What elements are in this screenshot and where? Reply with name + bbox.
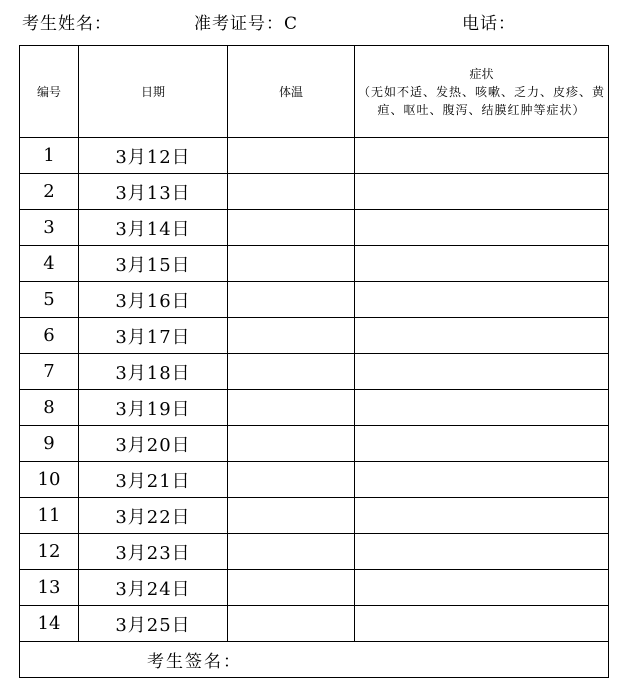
symptoms-cell[interactable] — [355, 570, 609, 606]
signature-label: 考生签名： — [147, 652, 242, 672]
table-row — [20, 174, 609, 210]
symptoms-cell[interactable] — [355, 354, 609, 390]
row-number: 9 — [20, 426, 79, 462]
row-number: 11 — [20, 498, 79, 534]
symptoms-note: （无如不适、发热、咳嗽、乏力、皮疹、黄疸、呕吐、腹泻、结膜红肿等症状） — [357, 84, 605, 117]
table-row — [20, 138, 609, 174]
table-row — [20, 210, 609, 246]
table-row — [20, 606, 609, 642]
symptoms-cell[interactable] — [355, 426, 609, 462]
candidate-name-label: 考生姓名： — [22, 14, 112, 34]
row-number: 6 — [20, 318, 79, 354]
temperature-cell[interactable] — [228, 570, 355, 606]
table-row — [20, 498, 609, 534]
table-row — [20, 390, 609, 426]
symptoms-cell[interactable] — [355, 462, 609, 498]
row-number: 12 — [20, 534, 79, 570]
table-row — [20, 246, 609, 282]
temperature-cell[interactable] — [228, 318, 355, 354]
row-date: 3月21日 — [79, 462, 228, 498]
row-number: 14 — [20, 606, 79, 642]
symptoms-cell[interactable] — [355, 282, 609, 318]
signature-cell[interactable] — [20, 642, 609, 678]
table-row — [20, 282, 609, 318]
row-date: 3月25日 — [79, 606, 228, 642]
row-date: 3月15日 — [79, 246, 228, 282]
symptoms-cell[interactable] — [355, 174, 609, 210]
symptoms-cell[interactable] — [355, 606, 609, 642]
column-header-temperature: 体温 — [228, 46, 355, 138]
row-date: 3月20日 — [79, 426, 228, 462]
table-row — [20, 318, 609, 354]
temperature-cell[interactable] — [228, 390, 355, 426]
row-number: 1 — [20, 138, 79, 174]
column-header-symptoms — [355, 46, 609, 138]
row-date: 3月17日 — [79, 318, 228, 354]
row-number: 10 — [20, 462, 79, 498]
row-number: 3 — [20, 210, 79, 246]
row-date: 3月16日 — [79, 282, 228, 318]
symptoms-cell[interactable] — [355, 318, 609, 354]
temperature-cell[interactable] — [228, 498, 355, 534]
symptoms-cell[interactable] — [355, 138, 609, 174]
temperature-cell[interactable] — [228, 534, 355, 570]
row-number: 5 — [20, 282, 79, 318]
row-date: 3月18日 — [79, 354, 228, 390]
symptoms-title: 症状 — [469, 66, 494, 81]
symptoms-cell[interactable] — [355, 210, 609, 246]
temperature-cell[interactable] — [228, 426, 355, 462]
row-date: 3月13日 — [79, 174, 228, 210]
temperature-cell[interactable] — [228, 246, 355, 282]
temperature-cell[interactable] — [228, 138, 355, 174]
column-header-number: 编号 — [20, 46, 79, 138]
row-number: 4 — [20, 246, 79, 282]
symptoms-cell[interactable] — [355, 498, 609, 534]
row-number: 8 — [20, 390, 79, 426]
signature-row — [20, 642, 609, 678]
row-date: 3月14日 — [79, 210, 228, 246]
table-row — [20, 534, 609, 570]
row-date: 3月23日 — [79, 534, 228, 570]
temperature-cell[interactable] — [228, 174, 355, 210]
phone-label: 电话： — [462, 14, 516, 34]
row-number: 7 — [20, 354, 79, 390]
temperature-cell[interactable] — [228, 210, 355, 246]
symptoms-cell[interactable] — [355, 246, 609, 282]
symptoms-cell[interactable] — [355, 534, 609, 570]
temperature-cell[interactable] — [228, 282, 355, 318]
row-number: 13 — [20, 570, 79, 606]
table-row — [20, 426, 609, 462]
row-number: 2 — [20, 174, 79, 210]
temperature-cell[interactable] — [228, 462, 355, 498]
symptoms-cell[interactable] — [355, 390, 609, 426]
row-date: 3月19日 — [79, 390, 228, 426]
row-date: 3月22日 — [79, 498, 228, 534]
row-date: 3月24日 — [79, 570, 228, 606]
column-header-date: 日期 — [79, 46, 228, 138]
table-header-row — [20, 46, 609, 138]
row-date: 3月12日 — [79, 138, 228, 174]
table-row — [20, 462, 609, 498]
health-record-table — [19, 45, 609, 678]
admission-ticket-label: 准考证号：C — [194, 14, 299, 34]
temperature-cell[interactable] — [228, 354, 355, 390]
temperature-cell[interactable] — [228, 606, 355, 642]
table-row — [20, 570, 609, 606]
table-row — [20, 354, 609, 390]
